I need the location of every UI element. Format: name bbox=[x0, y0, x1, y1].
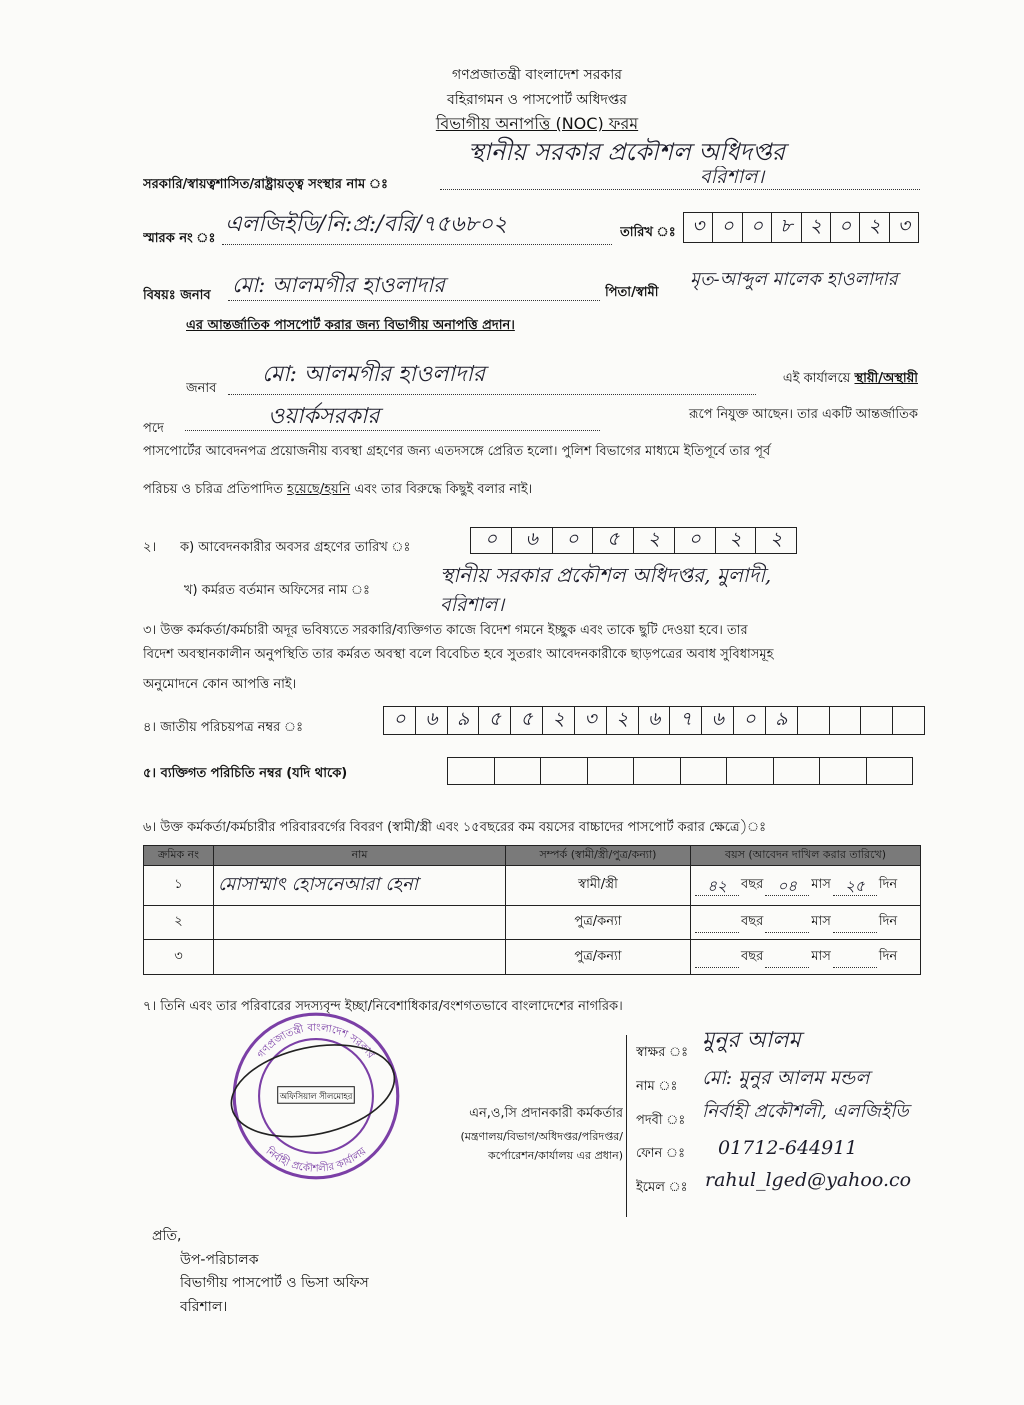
nid-digit-box: ২ bbox=[607, 707, 639, 734]
header-name: নাম bbox=[214, 846, 506, 866]
statement-name-dotted-line bbox=[228, 394, 756, 395]
issuer-email: rahul_lged@yahoo.co bbox=[705, 1169, 912, 1191]
memo-date-boxes bbox=[683, 212, 919, 243]
organization-location: বরিশাল। bbox=[700, 166, 765, 188]
item7-label: ৭। তিনি এবং তার পরিবারের সদস্যবৃন্দ ইচ্ছা/নিবেশাধিকার/বংশগতভাবে বাংলাদেশের নাগরিক। bbox=[143, 999, 623, 1014]
personal-id-box bbox=[867, 758, 913, 784]
personal-id-box bbox=[681, 758, 728, 784]
nid-digit-box: ৭ bbox=[670, 707, 702, 734]
issuer-title: এন,ও,সি প্রদানকারী কর্মকর্তার bbox=[469, 1106, 623, 1121]
header-relation: সম্পর্ক (স্বামী/স্ত্রী/পুত্র/কন্যা) bbox=[506, 846, 691, 866]
age-months: ০৪ bbox=[765, 877, 809, 896]
statement-status-options: স্থায়ী/অস্থায়ী bbox=[854, 371, 918, 386]
table-row bbox=[144, 866, 921, 906]
subject-label: বিষয়ঃ জনাব bbox=[143, 288, 211, 303]
email-label: ইমেল ঃ bbox=[636, 1180, 688, 1195]
row-name bbox=[214, 940, 506, 975]
subject-parent-label: পিতা/স্বামী bbox=[605, 285, 659, 300]
subject-applicant-name: মো: আলমগীর হাওলাদার bbox=[232, 273, 445, 297]
age-years-unit: বছর bbox=[741, 877, 764, 892]
issuer-phone: 01712-644911 bbox=[718, 1137, 858, 1159]
age-months-unit: মাস bbox=[811, 914, 831, 929]
row-age bbox=[691, 906, 921, 940]
item2-office-line1: স্থানীয় সরকার প্রকৌশল অধিদপ্তর, মুলাদী, bbox=[440, 563, 772, 587]
organization-label: সরকারি/স্বায়ত্বশাসিত/রাষ্ট্রায়ত্ত্ব সংস্থার নাম ঃ bbox=[143, 177, 388, 192]
personal-id-box bbox=[495, 758, 542, 784]
subject-purpose: এর আন্তর্জাতিক পাসপোর্ট করার জন্য বিভাগীয় অনাপত্তি প্রদান। bbox=[186, 318, 515, 333]
personal-id-box bbox=[634, 758, 681, 784]
date-digit-box: ৩ bbox=[897, 214, 910, 237]
item3-line1: ৩। উক্ত কর্মকর্তা/কর্মচারী অদূর ভবিষ্যতে সরকারি/ব্যক্তিগত কাজে বিদেশ গমনে ইচ্ছুক এবং তাকে ছুটি দেওয়া হবে। তার bbox=[143, 623, 748, 638]
statement-line2-pre: পরিচয় ও চরিত্র প্রতিপাদিত bbox=[143, 482, 283, 497]
row-serial: ১ bbox=[144, 866, 214, 906]
statement-post-suffix: রূপে নিযুক্ত আছেন। তার একটি আন্তর্জাতিক bbox=[689, 407, 918, 422]
age-months-unit: মাস bbox=[811, 877, 831, 892]
row-relation: স্বামী/স্ত্রী bbox=[506, 866, 691, 906]
row-serial: ৩ bbox=[144, 940, 214, 975]
table-row bbox=[144, 906, 921, 940]
row-age bbox=[691, 866, 921, 906]
nid-digit-box: ৬ bbox=[702, 707, 734, 734]
personal-id-box bbox=[541, 758, 588, 784]
nid-digit-box: ০ bbox=[384, 707, 416, 734]
item5-label: ৫। ব্যক্তিগত পরিচিতি নম্বর (যদি থাকে) bbox=[143, 766, 348, 781]
row-serial: ২ bbox=[144, 906, 214, 940]
phone-label: ফোন ঃ bbox=[636, 1146, 686, 1161]
date-digit-box: ০ bbox=[831, 213, 860, 242]
age-months bbox=[765, 949, 809, 968]
personal-id-box bbox=[448, 758, 495, 784]
retirement-digit-box: ০ bbox=[471, 528, 512, 553]
retirement-digit-box: ২ bbox=[716, 528, 757, 553]
memo-dotted-line bbox=[222, 244, 612, 245]
issuer-subtitle1: (মন্ত্রণালয়/বিভাগ/অধিদপ্তর/পরিদপ্তর/ bbox=[460, 1130, 623, 1143]
nid-digit-box-empty bbox=[830, 707, 862, 734]
age-years-unit: বছর bbox=[741, 914, 764, 929]
organization-name: স্থানীয় সরকার প্রকৌশল অধিদপ্তর bbox=[468, 138, 786, 166]
header-age: বয়স (আবেদন দাখিল করার তারিখে) bbox=[691, 846, 921, 866]
retirement-digit-box: ৫ bbox=[593, 528, 634, 553]
nid-digit-box: ৩ bbox=[575, 707, 607, 734]
issuer-divider bbox=[626, 1035, 627, 1217]
date-digit-box: ০ bbox=[743, 213, 772, 242]
row-age bbox=[691, 940, 921, 975]
signature: মুনুর আলম bbox=[702, 1028, 801, 1053]
recipient-city: বরিশাল। bbox=[180, 1299, 228, 1315]
personal-id-box bbox=[727, 758, 774, 784]
age-days: ২৫ bbox=[833, 877, 877, 896]
signature-label: স্বাক্ষর ঃ bbox=[636, 1045, 689, 1060]
item3-line2: বিদেশ অবস্থানকালীন অনুপস্থিতি তার কর্মরত অবস্থা বলে বিবেচিত হবে সুতরাং আবেদনকারীকে ছাড়পত্রের অবাধ সুবিধাসমূহ bbox=[143, 647, 774, 662]
memo-date-label: তারিখ ঃ bbox=[620, 225, 676, 240]
age-months-unit: মাস bbox=[811, 948, 831, 964]
statement-post: ওয়ার্কসরকার bbox=[268, 404, 380, 429]
retirement-date-boxes bbox=[470, 527, 797, 554]
recipient-office: বিভাগীয় পাসপোর্ট ও ভিসা অফিস bbox=[180, 1275, 369, 1291]
nid-digit-box: ৯ bbox=[448, 707, 480, 734]
age-years: ৪২ bbox=[695, 877, 739, 896]
age-days-unit: দিন bbox=[878, 877, 898, 892]
row-name bbox=[214, 906, 506, 940]
age-years bbox=[695, 914, 739, 933]
office-seal-stamp bbox=[228, 1008, 404, 1184]
nid-digit-box-empty bbox=[798, 707, 830, 734]
statement-line2 bbox=[143, 479, 918, 501]
nid-boxes bbox=[383, 706, 925, 735]
nid-digit-box: ৫ bbox=[511, 707, 543, 734]
date-digit-box: ২ bbox=[802, 213, 831, 242]
statement-line1: পাসপোর্টের আবেদনপত্র প্রয়োজনীয় ব্যবস্থা গ্রহণের জন্য এতদসঙ্গে প্রেরিত হলো। পুলিশ বিভাগের মাধ্যমে ইতিপূর্বে তার পূর্ব bbox=[143, 444, 771, 459]
designation-label: পদবী ঃ bbox=[636, 1113, 686, 1128]
age-days-unit: দিন bbox=[878, 948, 898, 964]
table-row bbox=[144, 940, 921, 975]
recipient-designation: উপ-পরিচালক bbox=[180, 1252, 259, 1268]
name-label: নাম ঃ bbox=[636, 1079, 678, 1094]
personal-id-box bbox=[588, 758, 635, 784]
subject-parent-name: মৃত-আব্দুল মালেক হাওলাদার bbox=[690, 269, 898, 290]
statement-janab-label: জনাব bbox=[186, 381, 217, 396]
issuer-designation: নির্বাহী প্রকৌশলী, এলজিইডি bbox=[702, 1101, 909, 1122]
item4-label: ৪। জাতীয় পরিচয়পত্র নম্বর ঃ bbox=[143, 720, 304, 735]
personal-id-box bbox=[774, 758, 821, 784]
organization-dotted-line bbox=[440, 189, 920, 190]
item2-a-label: ক) আবেদনকারীর অবসর গ্রহণের তারিখ ঃ bbox=[180, 540, 411, 555]
age-days bbox=[833, 914, 877, 933]
memo-number: এলজিইডি/নি:প্র:/বরি/৭৫৬৮০২ bbox=[225, 212, 508, 237]
row-relation: পুত্র/কন্যা bbox=[506, 906, 691, 940]
item2-office-line2: বরিশাল। bbox=[440, 594, 505, 616]
item2-b-label: খ) কর্মরত বর্তমান অফিসের নাম ঃ bbox=[184, 583, 370, 598]
stamp-ring-top: গণপ্রজাতন্ত্রী বাংলাদেশ সরকার bbox=[255, 1021, 377, 1061]
statement-post-label: পদে bbox=[143, 421, 164, 436]
header-govt: গণপ্রজাতন্ত্রী বাংলাদেশ সরকার bbox=[452, 67, 622, 83]
item2-number: ২। bbox=[143, 540, 157, 555]
family-table-header bbox=[144, 846, 921, 866]
nid-digit-box: ২ bbox=[543, 707, 575, 734]
statement-line2-options: হয়েছে/হয়নি bbox=[287, 482, 351, 497]
nid-digit-box-empty bbox=[861, 707, 893, 734]
header-serial: ক্রমিক নং bbox=[144, 846, 214, 866]
statement-applicant-name: মো: আলমগীর হাওলাদার bbox=[262, 362, 485, 387]
issuer-subtitle2: কর্পোরেশন/কার্যালয় এর প্রধান) bbox=[488, 1149, 623, 1162]
age-days-unit: দিন bbox=[878, 914, 898, 929]
age-years-unit: বছর bbox=[741, 948, 764, 964]
nid-digit-box: ৯ bbox=[766, 707, 798, 734]
statement-office bbox=[758, 368, 918, 390]
stamp-ring-bottom: নির্বাহী প্রকৌশলীর কার্যালয় bbox=[263, 1145, 369, 1175]
nid-digit-box: ৬ bbox=[639, 707, 671, 734]
retirement-digit-box: ০ bbox=[675, 528, 716, 553]
memo-label: স্মারক নং ঃ bbox=[143, 231, 216, 246]
nid-digit-box: ৫ bbox=[479, 707, 511, 734]
date-digit-box: ২ bbox=[860, 213, 889, 242]
statement-line2-post: এবং তার বিরুদ্ধে কিছুই বলার নাই। bbox=[354, 482, 533, 497]
header-department: বহিরাগমন ও পাসপোর্ট অধিদপ্তর bbox=[446, 92, 628, 108]
retirement-digit-box: ০ bbox=[553, 528, 594, 553]
statement-office-prefix: এই কার্যালয়ে bbox=[782, 371, 851, 386]
date-digit-box: ৮ bbox=[772, 213, 801, 242]
nid-digit-box-empty bbox=[893, 707, 924, 734]
nid-digit-box: ০ bbox=[734, 707, 766, 734]
age-days bbox=[833, 949, 877, 968]
date-digit-box: ৩ bbox=[684, 213, 713, 242]
item3-line3: অনুমোদনে কোন আপত্তি নাই। bbox=[143, 677, 297, 692]
personal-id-boxes bbox=[447, 757, 913, 785]
retirement-digit-box: ৬ bbox=[512, 528, 553, 553]
retirement-digit-box: ২ bbox=[769, 528, 783, 550]
row-relation: পুত্র/কন্যা bbox=[506, 940, 691, 975]
retirement-digit-box: ২ bbox=[634, 528, 675, 553]
form-title: বিভাগীয় অনাপত্তি (NOC) ফরম bbox=[435, 114, 639, 133]
age-years bbox=[695, 949, 739, 968]
nid-digit-box: ৬ bbox=[416, 707, 448, 734]
stamp-center-label: অফিসিয়াল সীলমোহর bbox=[279, 1091, 353, 1102]
item6-label: ৬। উক্ত কর্মকর্তা/কর্মচারীর পরিবারবর্গের বিবরণ (স্বামী/স্ত্রী এবং ১৫বছরের কম বয়সের বাচ্চাদের পাসপোর্ট করার ক্ষেত্রে)ঃ bbox=[143, 820, 767, 835]
age-months bbox=[765, 914, 809, 933]
issuer-name: মো: মুনুর আলম মন্ডল bbox=[702, 1067, 870, 1089]
date-digit-box: ০ bbox=[713, 213, 742, 242]
row-name: মোসাম্মাৎ হোসনেআরা হেনা bbox=[214, 866, 506, 906]
family-table bbox=[143, 845, 921, 975]
personal-id-box bbox=[820, 758, 867, 784]
recipient-to: প্রতি, bbox=[152, 1228, 182, 1244]
subject-name-dotted-line bbox=[228, 300, 600, 301]
